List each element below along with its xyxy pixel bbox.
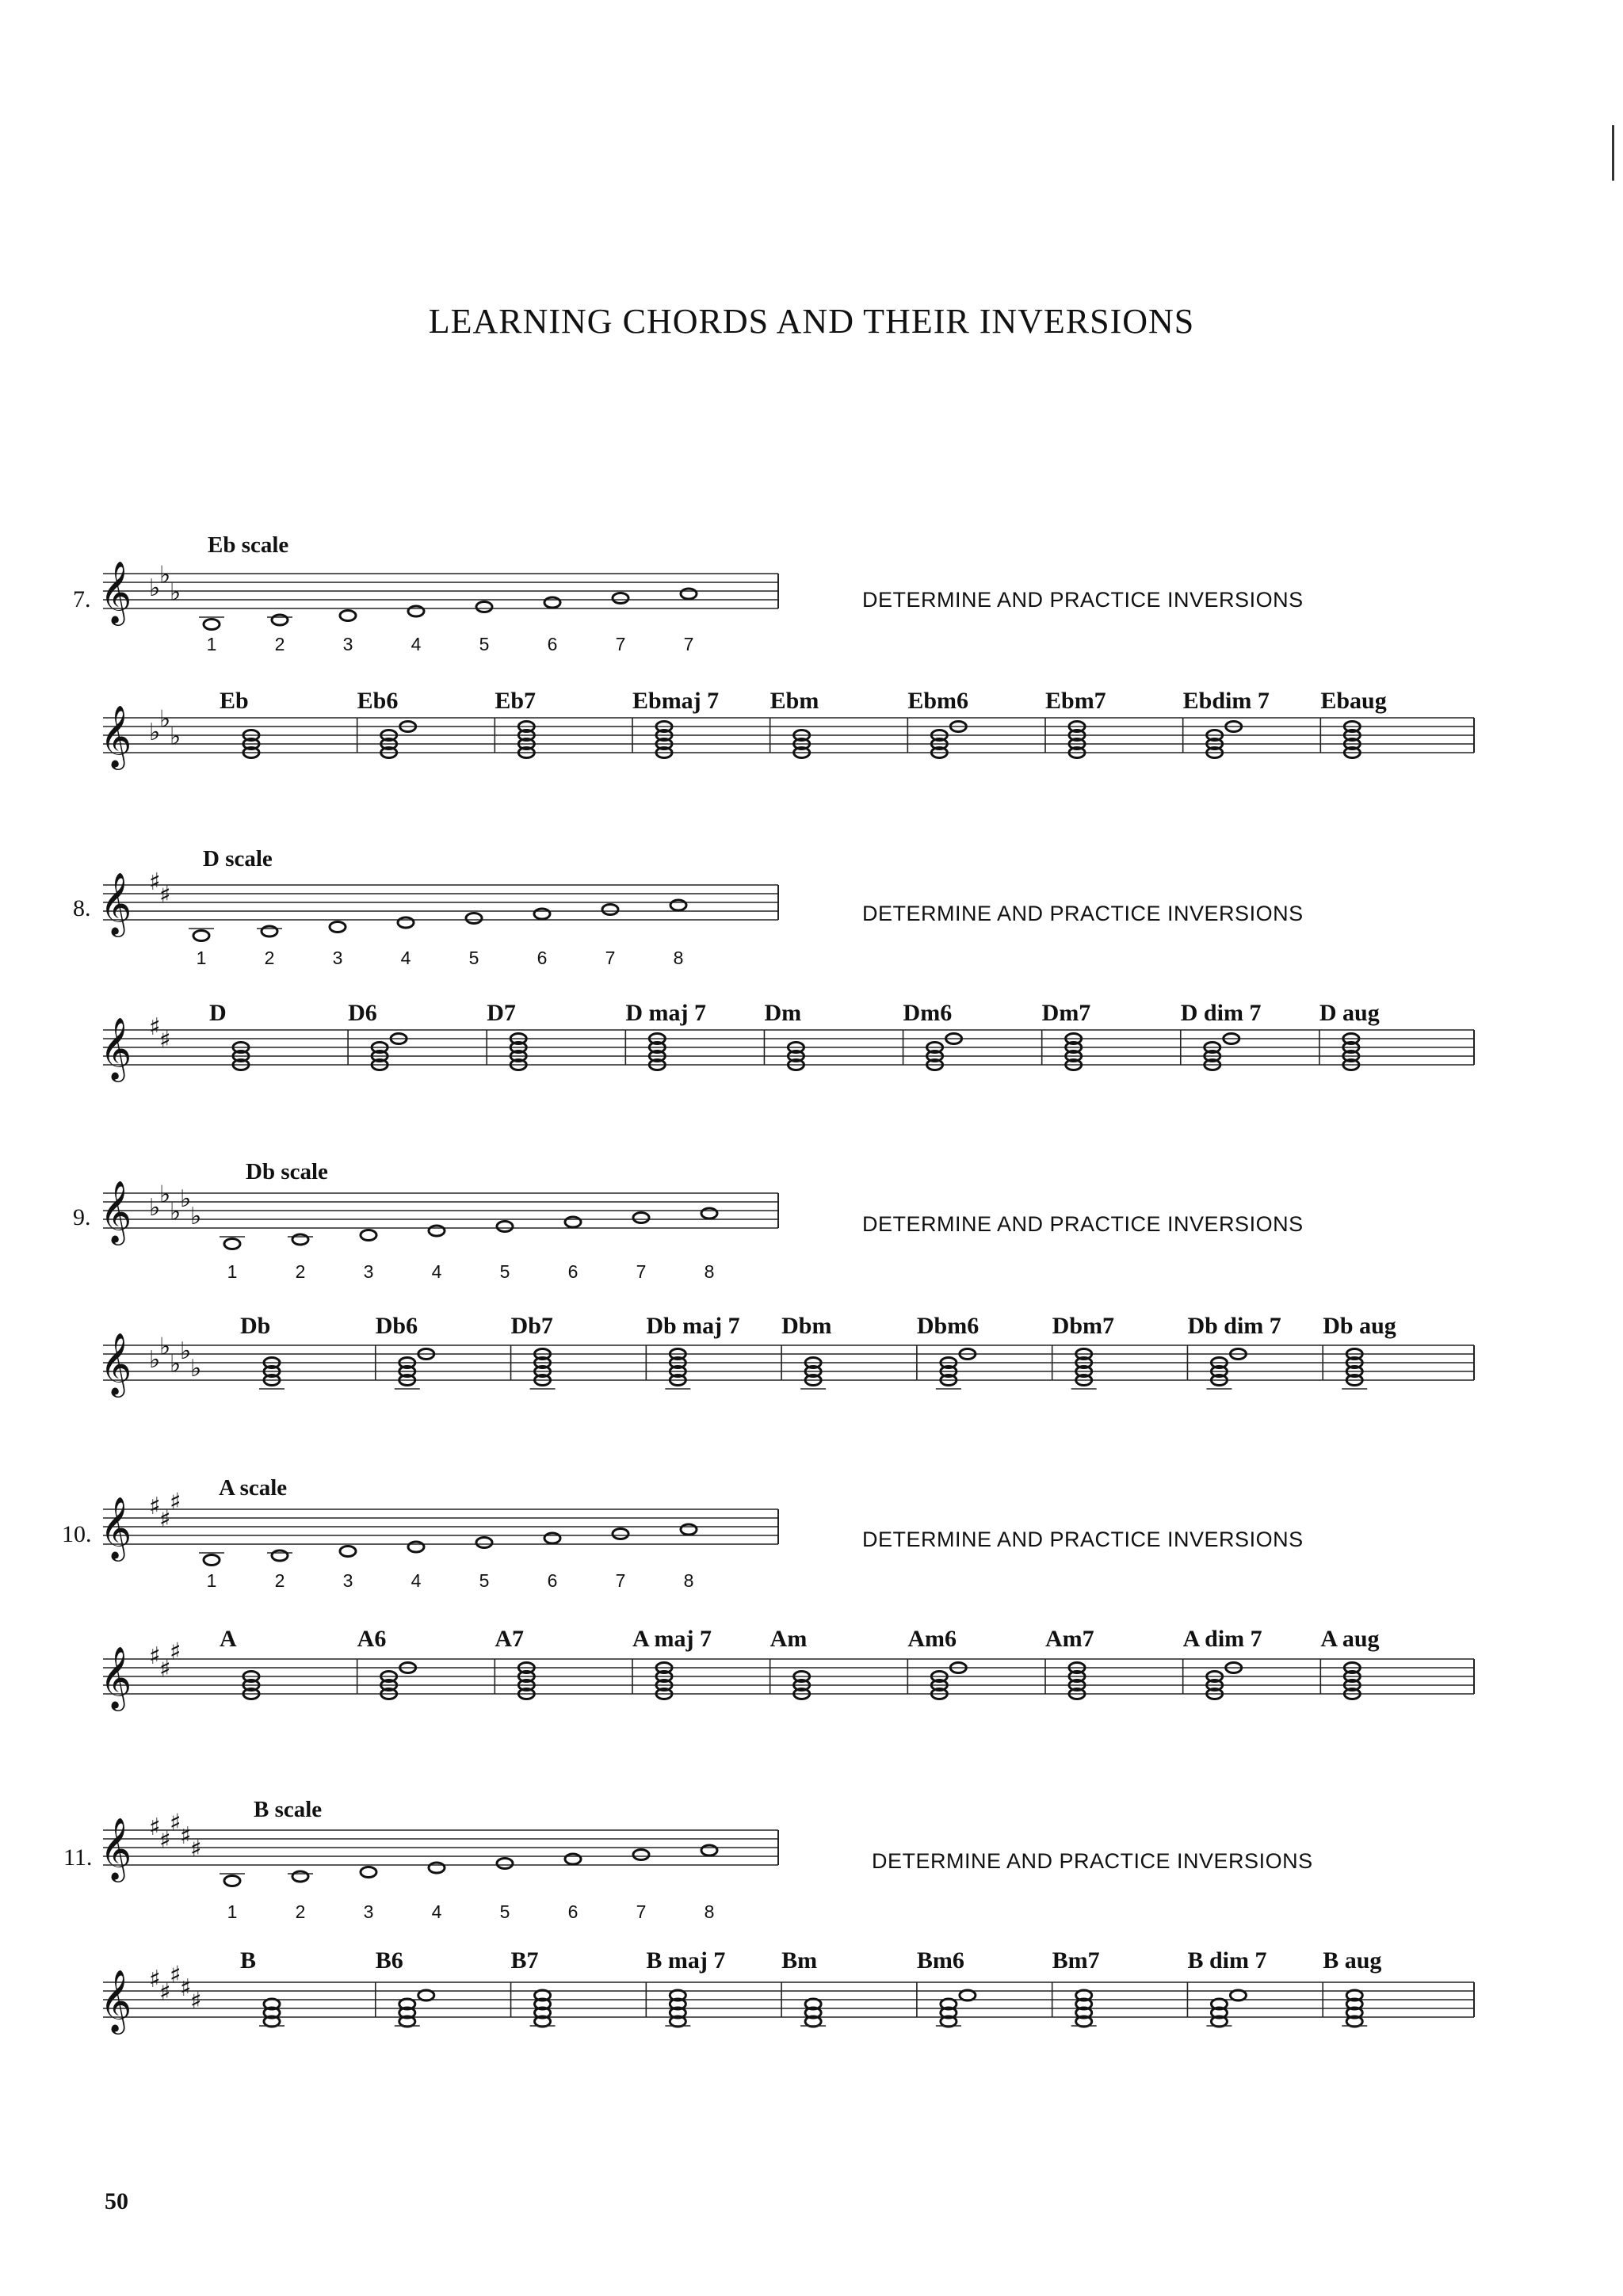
chord-name: B6 bbox=[375, 1947, 403, 1974]
scale-note bbox=[565, 1217, 581, 1227]
scale-note bbox=[224, 1876, 240, 1886]
scale-note bbox=[681, 589, 697, 599]
flat-icon: ♭ bbox=[159, 1333, 171, 1361]
chord-name: Eb7 bbox=[495, 688, 537, 714]
scale-note bbox=[633, 1850, 649, 1860]
page-title: LEARNING CHORDS AND THEIR INVERSIONS bbox=[428, 302, 1195, 341]
scale-degree: 7 bbox=[636, 1261, 647, 1282]
scale-degree: 7 bbox=[615, 1570, 626, 1591]
flat-icon: ♭ bbox=[170, 1350, 181, 1379]
scale-note bbox=[340, 1547, 356, 1557]
chord-name: D dim 7 bbox=[1180, 1000, 1262, 1026]
flat-icon: ♭ bbox=[159, 705, 171, 734]
scale-degree: 6 bbox=[567, 1901, 579, 1922]
flat-icon: ♭ bbox=[149, 1194, 161, 1222]
exercise-number: 8. bbox=[73, 895, 91, 921]
chord-name: Ebaug bbox=[1320, 688, 1387, 714]
scale-note bbox=[497, 1222, 513, 1232]
scale-degree: 1 bbox=[227, 1261, 238, 1282]
scale-note bbox=[497, 1859, 513, 1869]
sharp-icon: ♯ bbox=[170, 1638, 181, 1666]
scale-note bbox=[398, 917, 414, 928]
exercise-number: 11. bbox=[63, 1844, 93, 1871]
scale-degree: 7 bbox=[683, 634, 694, 654]
exercise-number: 10. bbox=[62, 1521, 92, 1547]
chord-name: Db bbox=[240, 1313, 271, 1339]
scale-degree: 4 bbox=[411, 1570, 422, 1591]
instruction-text: DETERMINE AND PRACTICE INVERSIONS bbox=[862, 588, 1304, 612]
exercise-number: 7. bbox=[73, 586, 91, 612]
scale-degree: 7 bbox=[636, 1901, 647, 1922]
sharp-icon: ♯ bbox=[149, 1814, 161, 1841]
scale-degree: 5 bbox=[479, 634, 490, 654]
flat-icon: ♭ bbox=[149, 574, 161, 602]
chord-name: Db dim 7 bbox=[1187, 1313, 1281, 1339]
chord-name: Ebmaj 7 bbox=[632, 688, 720, 714]
scale-degree: 3 bbox=[363, 1901, 374, 1922]
treble-clef-icon: 𝄞 bbox=[100, 1646, 132, 1710]
scale-degree: 4 bbox=[400, 948, 411, 968]
scale-note bbox=[681, 1524, 697, 1535]
chord-note bbox=[960, 1990, 976, 2000]
treble-clef-icon: 𝄞 bbox=[100, 1817, 132, 1881]
scale-note bbox=[544, 1533, 560, 1543]
scale-note bbox=[701, 1208, 717, 1219]
chord-name: D aug bbox=[1319, 1000, 1380, 1026]
scale-note bbox=[429, 1226, 445, 1236]
flat-icon: ♭ bbox=[149, 719, 161, 746]
scale-staff bbox=[95, 1169, 792, 1264]
scale-note bbox=[534, 909, 550, 919]
sharp-icon: ♯ bbox=[159, 1026, 171, 1055]
chord-name: Dm7 bbox=[1041, 1000, 1091, 1026]
chord-name: D6 bbox=[348, 1000, 377, 1026]
flat-icon: ♭ bbox=[190, 1355, 202, 1383]
sharp-icon: ♯ bbox=[149, 1966, 161, 1993]
chord-name: Eb bbox=[220, 688, 249, 714]
instruction-text: DETERMINE AND PRACTICE INVERSIONS bbox=[862, 1212, 1304, 1236]
scale-degree: 7 bbox=[605, 948, 616, 968]
chord-name: Am bbox=[769, 1626, 808, 1652]
scale-degree: 2 bbox=[274, 634, 285, 654]
scale-label: Eb scale bbox=[208, 532, 289, 558]
scale-label: D scale bbox=[203, 846, 273, 871]
chord-name: A6 bbox=[357, 1626, 387, 1652]
scale-degree: 2 bbox=[295, 1261, 306, 1282]
scale-note bbox=[613, 1529, 628, 1539]
chord-name: Ebm6 bbox=[907, 688, 969, 714]
treble-clef-icon: 𝄞 bbox=[100, 872, 132, 936]
chord-name: Dbm bbox=[781, 1313, 832, 1339]
sharp-icon: ♯ bbox=[159, 1826, 171, 1855]
scale-label: Db scale bbox=[246, 1159, 328, 1184]
scale-staff bbox=[95, 861, 792, 956]
scale-degree: 7 bbox=[615, 634, 626, 654]
scale-degree: 5 bbox=[499, 1901, 510, 1922]
scale-note bbox=[633, 1213, 649, 1223]
scale-note bbox=[613, 593, 628, 604]
scale-degree: 3 bbox=[363, 1261, 374, 1282]
scale-note bbox=[193, 931, 209, 941]
scale-note bbox=[361, 1867, 376, 1878]
chord-name: Dm6 bbox=[903, 1000, 953, 1026]
sharp-icon: ♯ bbox=[149, 1493, 161, 1520]
chord-name: Bm7 bbox=[1052, 1947, 1100, 1974]
scale-degree: 1 bbox=[206, 634, 217, 654]
chord-name: Ebm7 bbox=[1045, 688, 1106, 714]
scale-staff bbox=[95, 1486, 792, 1581]
scale-degree: 8 bbox=[683, 1570, 694, 1591]
flat-icon: ♭ bbox=[180, 1337, 192, 1365]
chord-name: Am6 bbox=[907, 1626, 957, 1652]
scale-degree: 1 bbox=[227, 1901, 238, 1922]
scale-degree: 3 bbox=[342, 634, 353, 654]
sharp-icon: ♯ bbox=[180, 1822, 192, 1850]
margin-mark bbox=[1612, 125, 1614, 181]
scale-note bbox=[204, 1555, 220, 1566]
scale-degree: 8 bbox=[704, 1901, 715, 1922]
scale-note bbox=[292, 1234, 308, 1245]
scale-degree: 1 bbox=[206, 1570, 217, 1591]
scale-note bbox=[204, 620, 220, 630]
scale-note bbox=[476, 1538, 492, 1548]
sharp-icon: ♯ bbox=[180, 1974, 192, 2002]
chord-name: Db6 bbox=[375, 1313, 418, 1339]
scale-degree: 4 bbox=[431, 1901, 442, 1922]
scale-note bbox=[292, 1871, 308, 1882]
chord-name: A dim 7 bbox=[1182, 1626, 1262, 1652]
scale-degree: 3 bbox=[342, 1570, 353, 1591]
chord-name: D maj 7 bbox=[625, 1000, 706, 1026]
scale-note bbox=[466, 913, 482, 924]
scale-degree: 4 bbox=[431, 1261, 442, 1282]
scale-note bbox=[429, 1863, 445, 1873]
treble-clef-icon: 𝄞 bbox=[100, 705, 132, 769]
treble-clef-icon: 𝄞 bbox=[100, 1180, 132, 1244]
scale-note bbox=[272, 615, 288, 625]
sharp-icon: ♯ bbox=[149, 868, 161, 896]
flat-icon: ♭ bbox=[170, 1198, 181, 1226]
scale-note bbox=[701, 1845, 717, 1855]
scale-note bbox=[476, 602, 492, 612]
chord-name: Bm bbox=[781, 1947, 818, 1974]
scale-note bbox=[340, 611, 356, 621]
chord-name: A bbox=[220, 1626, 237, 1652]
chord-name: A7 bbox=[495, 1626, 524, 1652]
scale-degree: 2 bbox=[274, 1570, 285, 1591]
instruction-text: DETERMINE AND PRACTICE INVERSIONS bbox=[862, 902, 1304, 925]
flat-icon: ♭ bbox=[190, 1203, 202, 1230]
scale-degree: 8 bbox=[673, 948, 684, 968]
sharp-icon: ♯ bbox=[149, 1642, 161, 1670]
sharp-icon: ♯ bbox=[159, 1655, 171, 1684]
scale-degree: 8 bbox=[704, 1261, 715, 1282]
chord-name: Bm6 bbox=[916, 1947, 964, 1974]
sharp-icon: ♯ bbox=[170, 1809, 181, 1837]
scale-degree: 5 bbox=[468, 948, 479, 968]
chord-note bbox=[418, 1990, 434, 2000]
chord-name: Ebdim 7 bbox=[1182, 688, 1270, 714]
sharp-icon: ♯ bbox=[190, 1987, 202, 2016]
scale-label: A scale bbox=[219, 1475, 288, 1501]
flat-icon: ♭ bbox=[170, 578, 181, 607]
chord-name: B bbox=[240, 1947, 257, 1974]
flat-icon: ♭ bbox=[159, 1180, 171, 1209]
scale-degree: 5 bbox=[499, 1261, 510, 1282]
exercise-number: 9. bbox=[73, 1204, 91, 1230]
sharp-icon: ♯ bbox=[159, 1978, 171, 2007]
instruction-text: DETERMINE AND PRACTICE INVERSIONS bbox=[872, 1849, 1313, 1873]
scale-degree: 6 bbox=[547, 634, 558, 654]
scale-degree: 6 bbox=[547, 1570, 558, 1591]
chord-name: A aug bbox=[1320, 1626, 1380, 1652]
scale-degree: 4 bbox=[411, 634, 422, 654]
scale-staff bbox=[95, 550, 792, 645]
instruction-text: DETERMINE AND PRACTICE INVERSIONS bbox=[862, 1527, 1304, 1551]
sharp-icon: ♯ bbox=[159, 881, 171, 910]
scale-degree: 6 bbox=[567, 1261, 579, 1282]
flat-icon: ♭ bbox=[170, 723, 181, 751]
scale-note bbox=[602, 905, 618, 915]
scale-degree: 3 bbox=[332, 948, 343, 968]
scale-note bbox=[330, 922, 346, 933]
chord-name: B maj 7 bbox=[646, 1947, 726, 1974]
chord-name: Dbm6 bbox=[916, 1313, 980, 1339]
scale-degree: 6 bbox=[537, 948, 548, 968]
scale-note bbox=[262, 926, 277, 936]
treble-clef-icon: 𝄞 bbox=[100, 1970, 132, 2033]
treble-clef-icon: 𝄞 bbox=[100, 561, 132, 624]
treble-clef-icon: 𝄞 bbox=[100, 1333, 132, 1396]
scale-degree: 2 bbox=[264, 948, 275, 968]
scale-degree: 1 bbox=[196, 948, 207, 968]
scale-degree: 5 bbox=[479, 1570, 490, 1591]
scale-note bbox=[224, 1239, 240, 1249]
scale-note bbox=[408, 1542, 424, 1552]
scale-staff bbox=[95, 1806, 792, 1901]
chord-name: B dim 7 bbox=[1187, 1947, 1267, 1974]
flat-icon: ♭ bbox=[159, 561, 171, 589]
chord-name: B7 bbox=[510, 1947, 539, 1974]
chord-name: Dm bbox=[764, 1000, 802, 1026]
scale-note bbox=[272, 1550, 288, 1561]
chord-name: B aug bbox=[1323, 1947, 1382, 1974]
chord-name: D7 bbox=[487, 1000, 516, 1026]
flat-icon: ♭ bbox=[149, 1346, 161, 1374]
treble-clef-icon: 𝄞 bbox=[100, 1017, 132, 1081]
chord-name: D bbox=[209, 1000, 227, 1026]
scale-note bbox=[544, 597, 560, 608]
scale-label: B scale bbox=[254, 1797, 323, 1822]
scale-degree: 2 bbox=[295, 1901, 306, 1922]
scale-note bbox=[408, 606, 424, 616]
scale-note bbox=[361, 1230, 376, 1241]
chord-name: A maj 7 bbox=[632, 1626, 712, 1652]
sharp-icon: ♯ bbox=[159, 1505, 171, 1534]
chord-name: Db aug bbox=[1323, 1313, 1396, 1339]
chord-name: Ebm bbox=[769, 688, 819, 714]
page-number: 50 bbox=[105, 2188, 128, 2214]
sharp-icon: ♯ bbox=[149, 1013, 161, 1041]
sharp-icon: ♯ bbox=[170, 1488, 181, 1516]
scale-note bbox=[670, 900, 686, 910]
chord-name: Eb6 bbox=[357, 688, 399, 714]
chord-note bbox=[1230, 1990, 1246, 2000]
chord-name: Dbm7 bbox=[1052, 1313, 1114, 1339]
chord-name: Db maj 7 bbox=[646, 1313, 740, 1339]
sharp-icon: ♯ bbox=[170, 1961, 181, 1989]
scale-note bbox=[565, 1854, 581, 1864]
flat-icon: ♭ bbox=[180, 1185, 192, 1213]
sharp-icon: ♯ bbox=[190, 1835, 202, 1863]
chord-name: Am7 bbox=[1045, 1626, 1094, 1652]
chord-name: Db7 bbox=[510, 1313, 553, 1339]
treble-clef-icon: 𝄞 bbox=[100, 1497, 132, 1560]
